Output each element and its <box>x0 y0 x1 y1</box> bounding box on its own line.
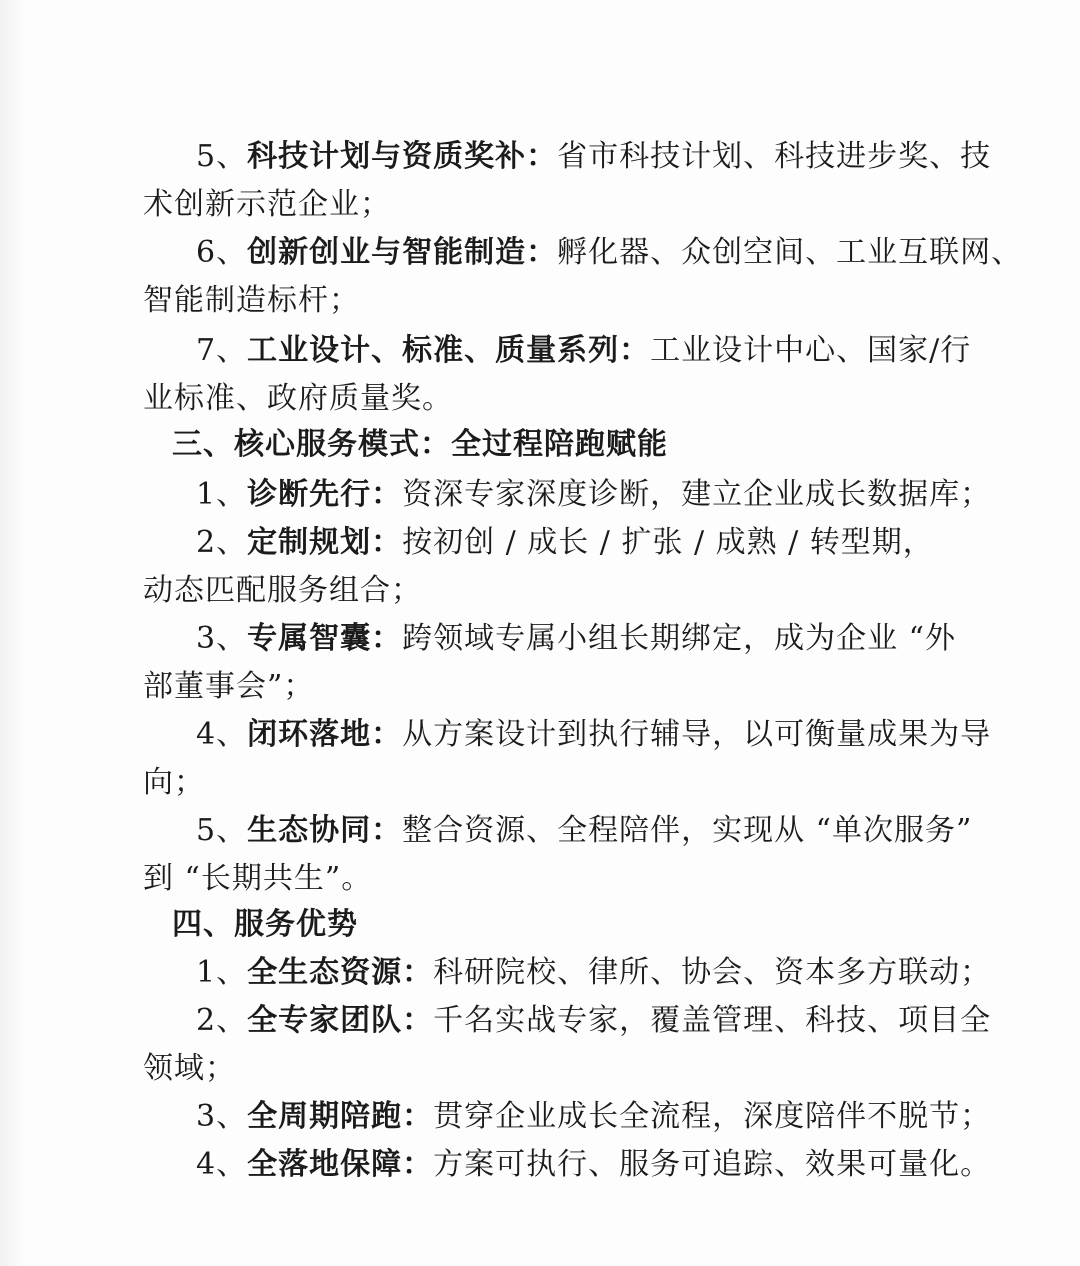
line-continuation <box>143 667 314 707</box>
line-text: 资深专家深度诊断，建立企业成长数据库； <box>402 477 992 512</box>
line-term: 诊断先行： <box>247 477 403 512</box>
line-text: 按初创 / 成长 / 扩张 / 成熟 / 转型期， <box>402 525 934 560</box>
line-lead: 7、 <box>196 333 248 368</box>
line-item-5 <box>196 811 972 851</box>
line-lead: 1、 <box>196 477 248 512</box>
line-text: 领域； <box>143 1051 236 1086</box>
line-continuation <box>143 763 205 803</box>
line-continuation <box>143 281 360 321</box>
line-item-5 <box>196 137 991 177</box>
line-continuation <box>143 379 453 419</box>
line-term: 工业设计、标准、质量系列： <box>247 333 651 368</box>
scan-edge-shadow <box>0 0 26 1266</box>
line-text: 贯穿企业成长全流程，深度陪伴不脱节； <box>433 1099 992 1134</box>
line-text: 术创新示范企业； <box>143 187 391 222</box>
line-lead: 4、 <box>196 1147 248 1182</box>
line-text: 到 “长期共生”。 <box>143 861 373 896</box>
line-term: 全周期陪跑： <box>247 1099 434 1134</box>
line-text: 方案可执行、服务可追踪、效果可量化。 <box>433 1147 992 1182</box>
line-term: 闭环落地： <box>247 717 403 752</box>
line-lead: 1、 <box>196 955 248 990</box>
section-heading-3 <box>172 425 668 465</box>
line-item-2 <box>196 523 934 563</box>
line-item-1 <box>196 953 991 993</box>
line-text: 动态匹配服务组合； <box>143 573 422 608</box>
line-text: 跨领域专属小组长期绑定，成为企业 “外 <box>402 621 956 656</box>
line-item-1 <box>196 475 991 515</box>
line-item-3 <box>196 1097 991 1137</box>
line-lead: 2、 <box>196 525 248 560</box>
line-lead: 5、 <box>196 813 248 848</box>
line-lead: 3、 <box>196 1099 248 1134</box>
line-lead: 6、 <box>196 235 248 270</box>
line-text: 工业设计中心、国家/行 <box>650 333 972 368</box>
line-continuation <box>143 185 391 225</box>
line-lead: 4、 <box>196 717 248 752</box>
line-term: 全落地保障： <box>247 1147 434 1182</box>
line-term: 创新创业与智能制造： <box>247 235 558 270</box>
line-continuation <box>143 1049 236 1089</box>
line-text: 科研院校、律所、协会、资本多方联动； <box>433 955 992 990</box>
line-item-2 <box>196 1001 991 1041</box>
line-item-6 <box>196 233 1022 273</box>
line-term: 专属智囊： <box>247 621 403 656</box>
line-lead: 3、 <box>196 621 248 656</box>
line-term: 科技计划与资质奖补： <box>247 139 558 174</box>
line-text: 部董事会”； <box>143 669 315 704</box>
line-item-4 <box>196 1145 991 1185</box>
line-text: 孵化器、众创空间、工业互联网、 <box>557 235 1023 270</box>
line-continuation <box>143 571 422 611</box>
line-text: 向； <box>143 765 205 800</box>
line-item-4 <box>196 715 991 755</box>
line-continuation <box>143 859 372 899</box>
line-text: 千名实战专家，覆盖管理、科技、项目全 <box>433 1003 992 1038</box>
line-text: 从方案设计到执行辅导，以可衡量成果为导 <box>402 717 992 752</box>
section-heading-4 <box>172 905 358 945</box>
line-item-7 <box>196 331 971 371</box>
heading-text: 四、服务优势 <box>172 907 358 942</box>
line-term: 生态协同： <box>247 813 403 848</box>
line-text: 省市科技计划、科技进步奖、技 <box>557 139 992 174</box>
line-lead: 2、 <box>196 1003 248 1038</box>
line-text: 业标准、政府质量奖。 <box>143 381 453 416</box>
line-term: 全生态资源： <box>247 955 434 990</box>
line-term: 全专家团队： <box>247 1003 434 1038</box>
line-lead: 5、 <box>196 139 248 174</box>
line-text: 智能制造标杆； <box>143 283 360 318</box>
line-term: 定制规划： <box>247 525 403 560</box>
line-text: 整合资源、全程陪伴，实现从 “单次服务” <box>402 813 973 848</box>
heading-text: 三、核心服务模式：全过程陪跑赋能 <box>172 427 668 462</box>
line-item-3 <box>196 619 956 659</box>
